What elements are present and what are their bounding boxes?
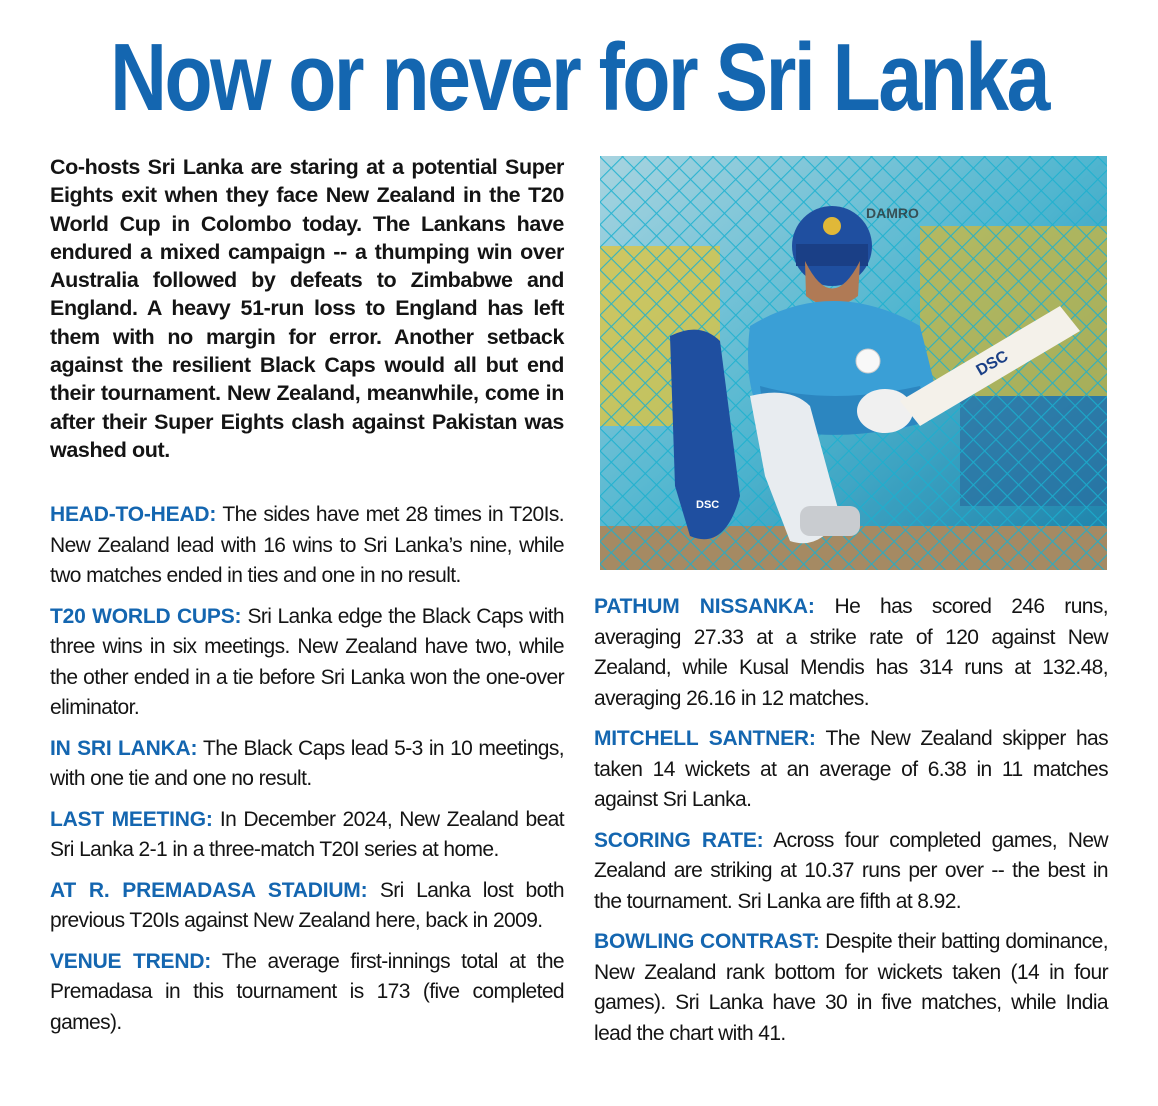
- item-label: IN SRI LANKA:: [50, 736, 198, 760]
- net-brand-text: DAMRO: [866, 205, 919, 221]
- cricket-photo: [600, 156, 1107, 570]
- item-label: SCORING RATE:: [594, 828, 764, 852]
- item-in-sri-lanka: [50, 734, 564, 795]
- item-text: Sri Lanka edge the Black Caps with three wins in six meetings. New Zealand have two, while the other ended in a tie before Sri Lanka won the one-over eliminator.: [50, 604, 564, 719]
- headline: Now or never for Sri Lanka: [110, 24, 1048, 131]
- item-venue-trend: [50, 947, 564, 1039]
- item-t20-world-cups: [50, 602, 564, 724]
- item-text: The average first-innings total at the Premadasa in this tournament is 173 (five completed games).: [50, 949, 564, 1034]
- item-pathum-nissanka: [594, 592, 1108, 714]
- item-bowling-contrast: [594, 927, 1108, 1049]
- item-text: Across four completed games, New Zealand are striking at 10.37 runs per over -- the best in the tournament. Sri Lanka are fifth at 8.92.: [594, 828, 1109, 913]
- item-text: Despite their batting dominance, New Zealand rank bottom for wickets taken (14 in four games). Sri Lanka have 30 in five matches, while India lead the chart with 41.: [594, 930, 1108, 1045]
- lead-paragraph: Co-hosts Sri Lanka are staring at a potential Super Eights exit when they face New Zealand in the T20 World Cup in Colombo today. The Lankans have endured a mixed campaign -- a thumping win over Australia followed by defeats to Zimbabwe and England. A heavy 51-run loss to England has left them with no margin for error. Another setback against the resilient Black Caps would all but end their tournament. New Zealand, meanwhile, come in after their Super Eights clash against Pakistan was washed out.: [50, 155, 564, 462]
- item-label: T20 WORLD CUPS:: [50, 604, 242, 628]
- right-column: [594, 592, 1108, 1059]
- item-mitchell-santner: [594, 724, 1108, 816]
- bat-logo-text: DSC: [973, 347, 1012, 380]
- item-label: HEAD-TO-HEAD:: [50, 503, 217, 526]
- item-label: BOWLING CONTRAST:: [594, 930, 820, 953]
- item-text: In December 2024, New Zealand beat Sri Lanka 2-1 in a three-match T20I series at home.: [50, 807, 564, 861]
- item-text: The New Zealand skipper has taken 14 wickets at an average of 6.38 in 11 matches against Sri Lanka.: [594, 727, 1109, 811]
- left-column: [50, 500, 564, 1048]
- item-scoring-rate: [594, 826, 1108, 918]
- item-label: VENUE TREND:: [50, 949, 212, 973]
- item-label: AT R. PREMADASA STADIUM:: [50, 878, 368, 902]
- item-text: The sides have met 28 times in T20Is. New Zealand lead with 16 wins to Sri Lanka’s nine, while two matches ended in ties and one in no result.: [50, 503, 565, 587]
- item-label: MITCHELL SANTNER:: [594, 727, 816, 750]
- item-text: The Black Caps lead 5-3 in 10 meetings, with one tie and one no result.: [50, 736, 564, 790]
- item-last-meeting: [50, 805, 564, 866]
- item-label: LAST MEETING:: [50, 807, 213, 831]
- item-label: PATHUM NISSANKA:: [594, 595, 815, 618]
- item-text: Sri Lanka lost both previous T20Is against New Zealand here, back in 2009.: [50, 878, 564, 932]
- item-head-to-head: [50, 500, 564, 592]
- item-text: He has scored 246 runs, averaging 27.33 at a strike rate of 120 against New Zealand, while Kusal Mendis has 314 runs at 132.48, averaging 26.16 in 12 matches.: [594, 595, 1108, 710]
- pad-logo-text: DSC: [696, 499, 720, 511]
- item-premadasa-stadium: [50, 876, 564, 937]
